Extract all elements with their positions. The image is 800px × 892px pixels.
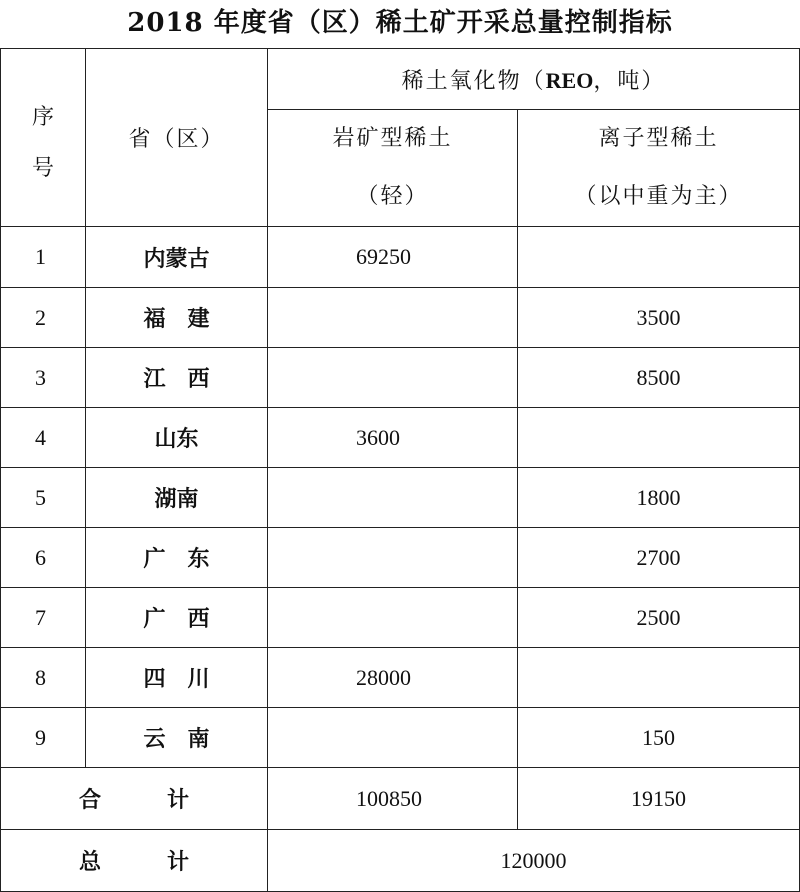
row-rock <box>268 468 518 528</box>
header-reo <box>268 49 800 110</box>
header-ion-line1: 离子型稀土 <box>598 126 719 151</box>
table-row <box>1 468 800 528</box>
quota-table <box>0 48 800 892</box>
header-reo-prefix: 稀土氧化物（ <box>401 68 546 94</box>
row-ion <box>518 408 800 468</box>
row-province: 湖南 <box>86 468 268 528</box>
row-seq: 5 <box>1 468 86 528</box>
header-province: 省（区） <box>86 49 268 227</box>
total-label: 总 计 <box>1 830 268 892</box>
row-province: 广 西 <box>86 588 268 648</box>
header-reo-suffix: ，吨） <box>593 68 666 94</box>
row-ion: 2500 <box>518 588 800 648</box>
row-province: 云 南 <box>86 708 268 768</box>
table-row <box>1 348 800 408</box>
row-ion: 1800 <box>518 468 800 528</box>
row-province: 广 东 <box>86 528 268 588</box>
row-rock: 28000 <box>268 648 518 708</box>
table-row <box>1 288 800 348</box>
row-rock <box>268 528 518 588</box>
row-rock <box>268 288 518 348</box>
header-rock-line2: （轻） <box>356 184 429 209</box>
row-seq: 4 <box>1 408 86 468</box>
row-province: 山东 <box>86 408 268 468</box>
row-rock <box>268 708 518 768</box>
row-ion <box>518 227 800 288</box>
table-row <box>1 648 800 708</box>
row-rock: 69250 <box>268 227 518 288</box>
header-ion <box>518 110 800 227</box>
subtotal-ion: 19150 <box>518 768 800 830</box>
header-seq-line1: 序 <box>31 104 54 130</box>
table-row <box>1 708 800 768</box>
header-reo-unit: REO <box>545 67 594 93</box>
total-value: 120000 <box>268 830 800 892</box>
row-province: 四 川 <box>86 648 268 708</box>
row-province: 内蒙古 <box>86 227 268 288</box>
row-ion: 150 <box>518 708 800 768</box>
table-row <box>1 408 800 468</box>
subtotal-rock: 100850 <box>268 768 518 830</box>
row-province: 福 建 <box>86 288 268 348</box>
table-row <box>1 528 800 588</box>
header-ion-line2: （以中重为主） <box>574 184 743 209</box>
row-seq: 9 <box>1 708 86 768</box>
table-row <box>1 588 800 648</box>
row-rock: 3600 <box>268 408 518 468</box>
table-title: 2018 年度省（区）稀土矿开采总量控制指标 <box>127 8 673 38</box>
row-seq: 2 <box>1 288 86 348</box>
row-seq: 6 <box>1 528 86 588</box>
row-seq: 1 <box>1 227 86 288</box>
row-seq: 7 <box>1 588 86 648</box>
subtotal-row <box>1 768 800 830</box>
row-seq: 8 <box>1 648 86 708</box>
row-ion: 3500 <box>518 288 800 348</box>
row-seq: 3 <box>1 348 86 408</box>
total-row <box>1 830 800 892</box>
row-ion: 2700 <box>518 528 800 588</box>
header-seq <box>1 49 86 227</box>
header-seq-line2: 号 <box>31 155 54 181</box>
row-rock <box>268 348 518 408</box>
row-ion <box>518 648 800 708</box>
row-rock <box>268 588 518 648</box>
header-rock-line1: 岩矿型稀土 <box>332 126 453 151</box>
header-rock <box>268 110 518 227</box>
subtotal-label: 合 计 <box>1 768 268 830</box>
row-ion: 8500 <box>518 348 800 408</box>
row-province: 江 西 <box>86 348 268 408</box>
table-row <box>1 227 800 288</box>
